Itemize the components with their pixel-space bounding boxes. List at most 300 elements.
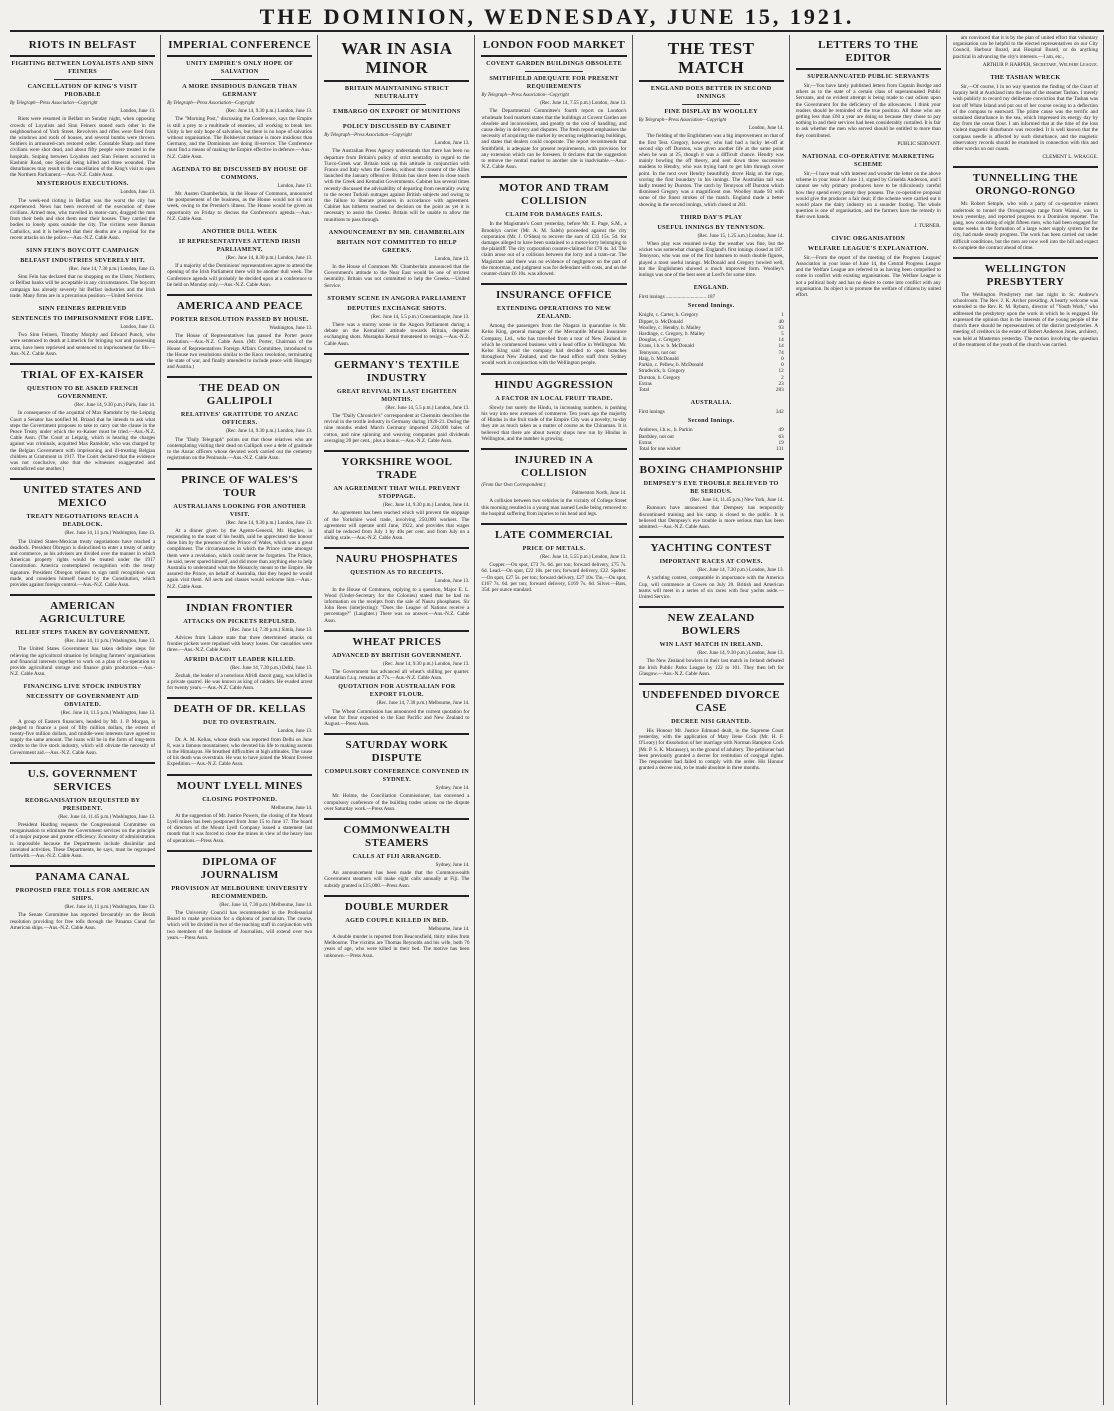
dateline: (Rec. June 14, 5.5 p.m.) London, June 13. <box>385 405 470 411</box>
divider <box>10 363 155 365</box>
scorecard-heading: AUSTRALIA. <box>690 399 732 407</box>
dateline: (Rec. June 14, 9.30 p.m.) London, June 14. <box>383 503 470 509</box>
article-body: Riots were resumed in Belfast on Sunday night, when opposing crowds of Loyalists and Sinn Feiners stoned each other in the neighbourhood of York Street. Revolvers and rifles were fired from the windows and roofs of houses, and several bombs were thrown. Soldiers in armoured-cars restored order. Constable Sharp and three civilians were shot dead, and about fifty people were treated in the hospitals. Sniping between Loyalists and Sinn Feiners occurred in Kashmir Road, one Special being killed and three wounded. The disturbances may result in the cancellation of the King's visit to open the Northern Parliament.—Aus.-N.Z. Cable Assn. <box>10 116 156 179</box>
article-angora <box>324 295 469 347</box>
subheadline: ATTACKS ON PICKETS REPULSED. <box>183 617 297 625</box>
subheadline: RELIEF STEPS TAKEN BY GOVERNMENT. <box>15 629 150 637</box>
article-live-stock <box>10 683 155 755</box>
credit-line: By Telegraph—Press Association—Copyright <box>167 101 255 106</box>
dateline: (Rec. June 14, 5.5 p.m.) Constantinople, June 13. <box>370 314 470 320</box>
article-body: An announcement has been made that the Commonwealth Government steamers will make eight calls annually at Fiji. The subsidy granted is £15,000.—Press Assn. <box>324 870 470 889</box>
headline: IMPERIAL CONFERENCE <box>168 39 312 51</box>
dateline: (Rec. June 14, 9.30 p.m.) London, June 13. <box>225 429 313 435</box>
total-runs: 283 <box>775 386 784 393</box>
subheadline: NECESSITY OF GOVERNMENT AID OBVIATED. <box>26 693 139 709</box>
subheadline: FIGHTING BETWEEN LOYALISTS AND SINN FEINERS <box>11 60 154 75</box>
innings-label: First innings <box>638 409 665 416</box>
subheadline: QUOTATION FOR AUSTRALIAN FOR EXPORT FLOUR. <box>338 683 456 699</box>
headline: WAR IN ASIA MINOR <box>341 39 453 77</box>
divider <box>167 55 312 57</box>
article-yachting <box>639 542 784 600</box>
dateline: Sydney, June 14. <box>435 786 470 792</box>
article-agenda <box>167 166 312 222</box>
column-7 <box>953 35 1104 1405</box>
dateline: (Rec. June 15, 1.25 a.m.) London, June 14. <box>697 233 784 239</box>
article-hindu-aggression <box>481 379 626 442</box>
batsman: Evans, l.b.w. b. McDonald <box>638 343 694 350</box>
batsman: Douglas, c. Gregory <box>638 337 681 344</box>
divider <box>953 257 1098 259</box>
article-body: A double murder is reported from Beaconsfield, thirty miles from Melbourne. The victims are Thomas Reynolds and his wife, both 70 years of age, who were killed in their bed. The motive has been unknown.—Press Assn. <box>324 933 470 959</box>
divider <box>481 448 626 450</box>
runs: 93 <box>778 324 784 331</box>
subheadline: COMPULSORY CONFERENCE CONVENED IN SYDNEY. <box>324 768 470 784</box>
subheadline: SMITHFIELD ADEQUATE FOR PRESENT REQUIREMENTS <box>489 75 619 90</box>
article-gallipoli <box>167 382 312 461</box>
runs: 74 <box>778 349 784 356</box>
subheadline: CLOSING POSTPONED. <box>202 795 278 803</box>
subheadline: ADVANCED BY BRITISH GOVERNMENT. <box>332 651 462 659</box>
headline: INDIAN FRONTIER <box>186 601 294 614</box>
dateline: London, June 13. <box>120 109 156 115</box>
article-body: If a majority of the Dominions' representatives agree to attend the opening of the Irish Parliament there will be another dull week. The Conference agenda will probably be decided upon at a conference to be held on Monday only.—Aus.-N.Z. Cable Assn. <box>167 263 313 288</box>
batsman: Extras <box>638 439 652 446</box>
headline: TUNNELLING THE ORONGO-RONGO <box>972 172 1079 198</box>
article-body: A collision between two vehicles in the vicinity of College Street this morning resulted in a young man named Leslie being removed to the hospital suffering from injuries to his head and legs. <box>481 498 627 517</box>
masthead <box>10 4 1104 32</box>
dateline: (Rec. June 14, 11.5 p.m.) Washington, June 13. <box>60 711 156 717</box>
headline: YACHTING CONTEST <box>650 542 772 555</box>
subheadline: QUESTION AS TO RECEIPTS. <box>350 569 444 577</box>
subheadline: MYSTERIOUS EXECUTIONS. <box>36 180 129 188</box>
article-commonwealth-steamers <box>324 824 469 889</box>
signature: ARTHUR P. HARPER, Secretary, Welfare League. <box>982 61 1098 68</box>
headline: UNITED STATES AND MEXICO <box>23 484 142 510</box>
article-nauru <box>324 553 469 623</box>
runs: 23 <box>778 380 784 387</box>
headline: HINDU AGGRESSION <box>494 378 614 391</box>
article-insurance-office <box>481 289 626 366</box>
dateline: Sydney, June 14. <box>435 862 470 868</box>
headline: THE TASHAN WRECK <box>990 74 1061 82</box>
divider <box>368 119 426 120</box>
article-body: The House of Representatives has passed the Porter peace resolution.—Aus.-N.Z. Cable Assn. (Mr. Porter, Chairman of the House of Representatives Foreign Affairs Committee, introduced to the House two resolutions similar to the Knox resolution, terminating the state of war, and finally amended to include peace with Hungary and Austria.) <box>167 333 313 371</box>
article-body: The Departmental Committee's fourth report on London's wholesale food markets states that the buildings at Covent Garden are obsolete and inconvenient, and greatly to the cost of handling, and cause delay in delivery and disputes. The fresh report emphasises the necessity of acquiring the market by securing neighbouring buildings, and states that dealers could cooperate. The report recommends that Smithfield, is adequate for present requirements, with provision for any extension which can be foreseen. It declares that the suggestion to remove the central market to another site is inadvisable.—Aus.-N.Z. Cable Assn. <box>481 108 627 171</box>
subheadline: AN AGREEMENT THAT WILL PREVENT STOPPAGE. <box>333 485 461 501</box>
headline: THIRD DAY'S PLAY <box>679 213 743 221</box>
headline: NAURU PHOSPHATES <box>335 553 458 566</box>
subheadline: PORTER RESOLUTION PASSED BY HOUSE. <box>170 316 309 324</box>
divider <box>167 850 312 852</box>
subheadline: USEFUL INNINGS BY TENNYSON. <box>657 223 765 231</box>
dateline: (Rec. June 14, 11.45 p.m.) Washington, June 13. <box>58 814 156 820</box>
runs: 63 <box>778 433 784 440</box>
article-body: Rumours have announced that Dempsey has temporarily discontinued training and his camp is closed to the public. It is believed that Dempsey's eye trouble is more serious than has been admitted.—Aus.-N.Z. Cable Assn. <box>638 505 784 530</box>
subheadline: BRITAIN MAINTAINING STRICT NEUTRALITY <box>344 85 449 100</box>
subheadline: DEPUTIES EXCHANGE SHOTS. <box>347 304 447 312</box>
headline: CIVIC ORGANISATION <box>831 234 906 242</box>
subheadline: GREAT REVIVAL IN LAST EIGHTEEN MONTHS. <box>336 387 457 403</box>
subheadline: FINE DISPLAY BY WOOLLEY <box>664 108 758 115</box>
article-body: The Wellington Presbytery met last night in St. Andrew's schoolroom. The Rev. J. K. Archer presiding. A hearty welcome was extended to the Rev. R. M. Ryburn, director of "Youth Work," who addressed the presbytery upon the work in which he is engaged. He expressed the opinion that in the interests of the young people of the church there should be representatives of the district presbyteries. A meeting of creditors in the estate of Robert Anderson Jones, architect, was held at Masterton yesterday. The motion involving the question of the treatment of the youth of the church was carried. <box>952 292 1098 348</box>
subheadline: A MORE INSIDIOUS DANGER THAN GERMANY <box>182 83 298 98</box>
dateline: (Rec. June 14, 11 p.m.) Washington, June 13. <box>64 531 156 537</box>
article-body: The Wheat Commission has announced the current quotation for wheat for flour exported to the East Pacific and New Zealand to August.—Press Assn. <box>324 708 470 727</box>
divider <box>639 458 784 460</box>
article-sinn-feiners-reprieved <box>10 305 155 357</box>
headline: ANNOUNCEMENT BY MR. CHAMBERLAIN <box>328 228 465 236</box>
article-co-operative <box>796 153 941 229</box>
article-letters <box>796 39 941 147</box>
article-third-day <box>639 214 784 278</box>
subheadline: IF REPRESENTATIVES ATTEND IRISH PARLIAMENT. <box>178 238 301 254</box>
article-body: The United States-Mexican treaty negotiations have reached a deadlock. President Obregon is disinclined to enter a treaty of amity and commerce, as his advisers are divided over the manner in which American property rights would be treated under the 1917 Constitution. America contemplated recognition with the treaty signature. President Obregon refuses to sign until recognition was made, and considers himself bound by the Constitution, which provides against foreign control.—Aus.-N.Z. Cable Assn. <box>10 538 156 588</box>
dateline: Melbourne, June 14. <box>428 926 470 932</box>
dateline: (Rec. June 14, 7.30 p.m.) Melbourne, June 14. <box>219 902 313 908</box>
subheadline: QUESTION TO BE ASKED FRENCH GOVERNMENT. <box>27 385 139 401</box>
headline: YORKSHIRE WOOL TRADE <box>341 456 453 482</box>
divider <box>639 606 784 608</box>
divider <box>10 478 155 480</box>
article-trial-ex-kaiser <box>10 369 155 472</box>
article-america-peace <box>167 300 312 370</box>
dateline: (Rec. June 14, 9.30 p.m.) London, June 13. <box>697 651 784 657</box>
headline: COMMONWEALTH STEAMERS <box>343 823 451 849</box>
divider <box>324 733 469 735</box>
article-injured-collision <box>481 454 626 517</box>
column-5 <box>639 35 790 1405</box>
headline: UNDEFENDED DIVORCE CASE <box>642 688 781 714</box>
subheadline: AUSTRALIANS LOOKING FOR ANOTHER VISIT. <box>173 502 306 518</box>
headline: ANOTHER DULL WEEK <box>201 228 278 236</box>
subheadline: PROPOSED FREE TOLLS FOR AMERICAN SHIPS. <box>15 887 150 903</box>
scorecard-england <box>639 284 784 393</box>
divider <box>368 104 426 105</box>
article-body: The Senate Committee has reported favourably on the Borah resolution providing for free tolls through the Panama Canal for American ships.—Aus.-N.Z. Cable Assn. <box>10 912 156 931</box>
article-body: Sir,—You have lately published letters from Captain Burdge and others as to the state of a certain class of superannuated Public Servants, and no evident attempt is being made to cast odium upon the Government for the deficiency of the allowances. I think your readers should be reminded of the true position. All those who are getting less than £60 a year are doing so because they chose to pay nothing in and their services had been considerably curtailed. It is fair to ask whether the men who served should be entitled to more than they contributed. <box>795 83 941 139</box>
article-body: In consequence of the acquittal of Max Ramdohr by the Leipzig Court a Senator has notified M. Briand that he intends to ask what steps the Government proposes to take to carry out the clause in the Peace Treaty under which the ex-Kaiser must be tried.—Aus.-N.Z. Cable Assn. (The Court at Leipzig, which is hearing the charges against war criminals, acquitted Max Ramdohr, who was charged by the Belgian Government with imprisoning and ill-treating Belgian children at Grammont in 1917. The Court declared that the evidence was not conclusive, also that the witnesses exaggerated and contradicted one another.) <box>10 410 156 473</box>
article-body: The Australian Press Agency understands that there has been no departure from Britain's policy of strict neutrality in regard to the Turco-Greek war. Britain took up this attitude in conjunction with France and Italy when the Greeks, without the consent of the Allies launched the January offensive. Britain has since been in close touch with the Greek and Kemalist Governments. Cabinet has several times recently discussed the advisability of departing from neutrality owing to the recent Turkish outrages against British subjects and owing to the failure to liberate prisoners in accordance with agreement. Cabinet has hitherto reached no decision on the point as yet it is necessary to assist the Greeks. Britain will be unable to allow the munitions to pass through. <box>324 148 470 223</box>
article-body: Dr. A. M. Kellas, whose death was reported from Delhi on June 8, was a famous mountaineer, who devoted his life to making ascents in the Himalayas. He breathed difficulties at high altitudes. The cause of his death was overstrain. He was to have joined the Mount Everest Expedition.—Aus.-N.Z. Cable Assn. <box>167 736 313 768</box>
headline: LATE COMMERCIAL <box>495 528 613 541</box>
article-body: Zezhab, the leader of a notorious Afridi dacoit gang, was killed in a private quarrel. He was known as king of raiders. He evaded arrest for twenty years.—Aus.-N.Z. Cable Assn. <box>167 672 313 692</box>
article-american-agriculture <box>10 600 155 677</box>
column-2 <box>167 35 318 1405</box>
dateline: (Rec. June 14, 8.30 p.m.) London, June 13. <box>225 256 313 262</box>
article-body: His Honour Mr. Justice Edmund dealt, in the Supreme Court yesterday, with the application of Mary Irene Cock (Mr. H. F. O'Leary) for dissolution of her marriage with Norman Hampton Cock (Mr. P. S. K. Macassey), on the ground of adultery. The petitioner had been previously granted a decree for restitution of conjugal rights. The respondent had failed to comply with the order. His Honour granted a decree nisi, to be made absolute in three months. <box>638 727 784 772</box>
article-body: The "Daily Telegraph" points out that those relatives who are contemplating visiting their dead on Gallipoli owe a debt of gratitude to the Anzac officers whose devoted work carried out the cemetery registration on the Peninsula.—Aus.-N.Z. Cable Assn. <box>167 436 313 462</box>
article-presbytery <box>953 263 1098 348</box>
dateline: (Rec. June 14, 9.30 p.m.) London, June 13. <box>383 661 470 667</box>
batsman: Extras <box>638 380 652 387</box>
dateline: Washington, June 13. <box>269 326 313 332</box>
dateline: Palmerston North, June 14. <box>571 491 627 497</box>
runs: 0 <box>781 362 784 369</box>
article-germany-textile <box>324 359 469 444</box>
divider <box>796 68 941 70</box>
headline: U.S. GOVERNMENT SERVICES <box>27 767 138 793</box>
batsman: Knight, c. Carter, b. Gregory <box>638 312 699 319</box>
article-dr-kellas <box>167 703 312 767</box>
subheadline: A FACTOR IN LOCAL FRUIT TRADE. <box>495 394 613 402</box>
article-bowlers <box>639 612 784 677</box>
score-total <box>639 446 784 452</box>
article-body: Two Sinn Feiners, Timothy Murphy and Edward Punch, who were sentenced to death at Limerick for bringing war and possessing arms, have been reprieved and sentenced to imprisonment for life.—Aus.-N.Z. Cable Assn. <box>10 332 156 357</box>
masthead-title: THE DOMINION, WEDNESDAY, JUNE 15, 1921. <box>259 4 855 29</box>
total-runs: 131 <box>775 445 784 452</box>
subheadline: PROVISION AT MELBOURNE UNIVERSITY RECOMMENDED. <box>171 884 309 900</box>
batsman: Tennyson, not out <box>638 349 676 356</box>
total-label: Total for one wicket <box>638 445 681 452</box>
article-body: Sir,—Of course, I in no way question the finding of the Court of Inquiry held at Auckland into the loss of the steamer Tashan. I merely wish publicly to record my deliberate conviction that the Tashan was lost off White Island and put out of her course owing to a deflection of the compass to eastward. The prime cause was the terrific and sustained disturbance in the sea, which impressed its energy day by day from the ocean floor. I am informed that at the time of the loss violent magnetic disturbance was recorded. It is well known that the compass needle is affected by such disturbance, and the magnetic observatory records should be examined in connection with this and other wrecks on our coasts. <box>952 84 1098 153</box>
headline: MOTOR AND TRAM COLLISION <box>498 182 610 208</box>
headline: BOXING CHAMPIONSHIP <box>639 464 783 477</box>
article-body: The University Council has recommended to the Professorial Board to make provision for a diploma of journalism. The course, which will be divided in two of the teaching staff in conjunction with two members of the Institute of Journalists, will extend over two years.—Press Assn. <box>167 910 313 941</box>
subheadline: AFRIDI DACOIT LEADER KILLED. <box>184 655 296 663</box>
divider <box>167 774 312 776</box>
dateline: London, June 13. <box>434 579 470 585</box>
article-civic <box>796 235 941 298</box>
subheadline: EMBARGO ON EXPORT OF MUNITIONS <box>333 108 461 115</box>
article-sinn-fein-boycott <box>10 247 155 299</box>
article-mount-lyell <box>167 780 312 844</box>
headline: INJURED IN A COLLISION <box>514 453 594 479</box>
divider <box>639 80 784 82</box>
headline: PANAMA CANAL <box>35 871 130 884</box>
scorecard-subheading: Second Innings. <box>687 302 735 310</box>
headline: LETTERS TO THE EDITOR <box>818 39 919 64</box>
article-test-match <box>639 39 784 208</box>
dateline: London, June 13. <box>277 729 313 735</box>
runs: 40 <box>778 318 784 325</box>
subheadline: PRICE OF METALS. <box>522 544 586 552</box>
headline: RIOTS IN BELFAST <box>28 39 137 51</box>
article-divorce <box>639 689 784 771</box>
headline: AMERICAN AGRICULTURE <box>39 600 126 626</box>
article-body: In the Magistrate's Court yesterday, before Mr. E. Page, S.M., a Brooklyn carrier (Mr. A. M. Saleh) proceeded against the city corporation (Mr. J. O'Shea) to recover the sum of £33 15s. 5d. for damages alleged to have been sustained to a motor-lorry belonging to the plaintiff. The city corporation counter-claimed for £70 4s. 3d. The claim arose out of a collision between the lorry and a tram-car. The Magistrate said there was no evidence of negligence on the part of the motorman, and judgment was for defendant with costs, and on the counter-claim £6 10s. was allowed. <box>481 221 627 278</box>
dateline: (Rec. June 14, 9.30 p.m.) London, June 13. <box>225 520 313 526</box>
headline: DIPLOMA OF JOURNALISM <box>200 855 279 881</box>
article-riots-belfast <box>10 39 155 241</box>
headline: SINN FEINERS REPRIEVED <box>38 305 127 313</box>
article-body: Mr. Austen Chamberlain, in the House of Commons, announced the postponement of the business, as the House would not sit next week, owing to the Premier's illness. The House would be given an opportunity on Friday to discuss the Conference's agenda.—Aus.-N.Z. Cable Assn. <box>167 191 313 222</box>
subheadline: TREATY NEGOTIATIONS REACH A DEADLOCK. <box>26 513 139 529</box>
dateline: London, June 13. <box>120 325 156 331</box>
divider <box>324 80 469 82</box>
column-1 <box>10 35 161 1405</box>
dateline: (Rec. June 14, 7.30 p.m.) Simla, June 13. <box>229 627 313 633</box>
subheadline: CLAIM FOR DAMAGES FAILS. <box>505 211 603 219</box>
divider <box>167 468 312 470</box>
scorecard-heading: ENGLAND. <box>693 284 729 292</box>
divider <box>481 283 626 285</box>
subheadline: ENGLAND DOES BETTER IN SECOND INNINGS <box>650 85 772 100</box>
article-body: An agreement has been reached which will prevent the stoppage of the Yorkshire wool trade, involving 250,000 workers. The agreement will operate until June, 1922, and provides that wages shall be reduced from July 1 by 40s per cent. and from July on a sliding scale.—Aus.-N.Z. Cable Assn. <box>324 510 470 542</box>
dateline: London, June 13. <box>434 256 470 262</box>
divider <box>167 376 312 378</box>
dateline: (Rec. June 14, 9.30 p.m.) Paris, June 14. <box>74 403 156 409</box>
divider <box>324 630 469 632</box>
article-late-commercial <box>481 529 626 593</box>
article-body: At the suggestion of Mr. Justice Powers, the closing of the Mount Lyell mines has been postponed from June 15 to June 17. The board of directors of the Mount Lyell Company issued a statement last month that it was forced to close the mines in view of the heavy loss of operations.—Press Assn. <box>167 812 313 844</box>
runs: 14 <box>778 343 784 350</box>
article-body: The New Zealand bowlers in their last match in Ireland defeated the Irish Public Parks League by 122 to 101. They then left for Glasgow.—Aus.-N.Z. Cable Assn. <box>638 658 784 677</box>
signature: PUBLIC SERVANT. <box>897 140 941 147</box>
article-tunnelling <box>953 172 1098 251</box>
headline: DEATH OF DR. KELLAS <box>173 703 306 716</box>
article-london-food-market <box>481 39 626 170</box>
credit-line: By Telegraph—Press Association—Copyright <box>638 118 727 123</box>
article-body: A group of Eastern financiers, headed by Mr. J. P. Morgan, is pledged to finance a pool of fifty million dollars, the extent of twenty-five million dollars, and middle-west interests have agreed to supply the same amount. The loans will be in the form of long-term credits to the live stock industry, which will obviate the necessity of Government aid.—Aus.-N.Z. Cable Assn. <box>10 718 156 756</box>
credit-line: By Telegraph—Press Association—Copyright <box>10 101 98 106</box>
subheadline: UNITY EMPIRE'S ONLY HOPE OF SALVATION <box>186 60 294 75</box>
article-body: When play was resumed to-day the weather was fine, but the wicket was somewhat changed. England's first innings closed at 187. Tennyson, who was one of the first batsmen to reach double figures, played a most useful innings. McDonald and Gregory bowled well, but the Englishmen showed a much improved form. Woolley's innings was one of the best seen at Lord's for some time. <box>638 241 784 279</box>
article-war-asia-minor <box>324 39 469 223</box>
divider <box>639 536 784 538</box>
divider <box>167 697 312 699</box>
headline: STORMY SCENE IN ANGORA PARLIAMENT <box>327 294 467 302</box>
divider <box>481 373 626 375</box>
scorecard-australia <box>639 399 784 452</box>
headline: MOUNT LYELL MINES <box>176 779 303 792</box>
subheadline: IMPORTANT RACES AT COWES. <box>659 558 763 566</box>
scorecard-subheading: Second Innings. <box>687 417 735 425</box>
article-body: Among the passengers from the Niagara in quarantine is Mr. Kelso King, general manager of the Mercantile Mutual Insurance Company, Ltd., who has travelled from a tour of New Zealand in which he commenced business with a head office in Wellington. Mr. Kelso King said the company had decided to open branches throughout New Zealand, and the head office staff from Sydney would work in conjunction with the Wellington people. <box>481 323 627 367</box>
credit-line: (From Our Own Correspondent.) <box>481 482 546 488</box>
headline: NATIONAL CO-OPERATIVE MARKETING SCHEME <box>802 153 935 169</box>
article-us-government <box>10 768 155 859</box>
article-body: In the House of Commons, replying to a question, Major E. L. Wood (Under-Secretary for the Colonies) stated that he had no information on the receipts from the sale of Nauru phosphates. Sir John Rees (interjecting): "Does the League of Nations receive a percentage?" (Laughter.) There was no answer.—Aus.-N.Z. Cable Assn. <box>324 586 470 624</box>
batsman: Parkin, c. Pellew, b. McDonald <box>638 362 704 369</box>
dateline: (Rec. June 14, 7.55 p.m.) London, June 13. <box>540 101 627 107</box>
divider <box>324 818 469 820</box>
article-body: Copper.—On spot, £73 7s. 6d. per ton; forward delivery, £75 7s. 6d. Lead.—On spot, £22 10s. per ton; forward delivery, £22. Spelter.—On spot, £27 5s. per ton; forward delivery, £27 10s. Tin.—On spot, £167 7s. 6d. per ton; forward delivery, £169 7s. 6d. Silver.—Bars, 35d. per ounce standard. <box>481 562 627 593</box>
headline: WELLINGTON PRESBYTERY <box>984 263 1067 289</box>
dateline: London, June 13. <box>434 141 470 147</box>
article-tashan <box>953 74 1098 160</box>
article-body: The United States Government has taken definite steps for relieving the agricultural situation by bringing farmers' organisations and financial interests together to work on a plan of co-operation to provide agricultural storage and finance grain production.—Aus.-N.Z. Cable Assn. <box>10 646 156 678</box>
runs: 0 <box>781 355 784 362</box>
article-imperial-conference <box>167 39 312 160</box>
article-yorkshire-wool <box>324 456 469 541</box>
article-body: Sir,—I have read with interest and wonder the letter on the above scheme in your issue of June 11, signed by Griselda Anderson, and I cannot see why primary producers have to be ridiculously careful how they spend every penny they possess. The co-operative proposal would give the producer a fair deal; if the scheme were carried out it would place the dairy industry on a sounder footing. The whole question is one of organisation, and the farmers have the remedy in their own hands. <box>795 171 941 221</box>
article-body: Sinn Fein has declared that no shopping on the Ulster, Northern, or Belfast banks will be acceptable in any circumstances. The boycott campaign has already severely hit Belfast industries and the Irish trade. Many firms are in a precarious position.—United Service. <box>10 274 156 299</box>
credit-line: By Telegraph—Press Association—Copyright <box>481 93 569 98</box>
article-body: Sir,—From the report of the meeting of the Progress Leagues' Association in your issue of June 14, the Central Progress League and the Welfare League are referred to as having been compelled to come in conflict with existing organisations. The Welfare League is not a political body and has no desire to come into conflict with any organisation. Its object is to promote the welfare of citizens by united effort. <box>795 254 941 299</box>
dateline: (Rec. June 14, 9.30 p.m.) London, June 13. <box>225 109 313 115</box>
divider <box>10 762 155 764</box>
article-dull-week <box>167 228 312 288</box>
headline: THE TEST MATCH <box>667 39 755 77</box>
article-body: The "Daily Chronicle's" correspondent at Chemnitz describes the revival in the textile industry in Germany during 1920-21. During the nine months ended March Germany imported 236,000 bales of cotton, and nine spinning and weaving companies paid dividends averaging 20 per cent., plus a bonus.—Aus.-N.Z. Cable Assn. <box>324 413 470 444</box>
subheadline: SENTENCES TO IMPRISONMENT FOR LIFE. <box>11 315 154 323</box>
divider <box>10 594 155 596</box>
divider <box>481 55 626 57</box>
article-body: Mr. Holme, the Conciliation Commissioner, has convened a compulsory conference of the building trades unions on the dispute over Saturday work.—Press Assn. <box>324 793 470 812</box>
dateline: (Rec. June 14, 7.30 p.m.) London, June 13. <box>68 267 156 273</box>
signature: J. TURNER. <box>914 222 941 229</box>
dateline: London, June 13. <box>120 190 156 196</box>
article-body: Slowly but surely the Hindu, in increasing numbers, is pushing his way into new avenues of commerce. Ten years ago the majority of Hindus in the fruit trade of the Empire City was a novelty; to-day they are as much taken as a matter of course as the Chinaman. It is believed that there are about twenty shops now run by Hindus in Wellington, and the number is growing. <box>481 404 627 442</box>
headline: LONDON FOOD MARKET <box>482 39 626 51</box>
subheadline: AGED COUPLE KILLED IN BED. <box>345 916 449 924</box>
headline: AGENDA TO BE DISCUSSED BY HOUSE OF COMMONS. <box>171 165 308 181</box>
runs: 49 <box>778 427 784 434</box>
divider <box>481 523 626 525</box>
columns <box>10 35 1104 1405</box>
headline: WHEAT PRICES <box>352 635 442 648</box>
subheadline: CALLS AT FIJI ARRANGED. <box>352 852 442 860</box>
article-body: The week-end rioting in Belfast was the worst the city has experienced. News has been received of the execution of three civilians. Armed men, who travelled in motor-cars, dragged the men from their beds and shot them near their houses. They carried the bodies to lonely spots outside the city. The victims were Roman Catholics, and it is believed that their deaths are a reprisal for the recent attacks on the police.—Aus.-N.Z. Cable Assn. <box>10 197 156 241</box>
article-body: In the House of Commons Mr. Chamberlain announced that the Government's attitude to the Near East would be one of strictest neutrality. Britain was not committed to help the Greeks.—United Service. <box>324 264 470 289</box>
article-boxing <box>639 464 784 530</box>
article-body: Mr. Robert Semple, who with a party of co-operative miners undertook to tunnel the Orongorongo range from Wainui, was in town yesterday, and reported progress to a Dominion reporter. The gang, now consisting of eight fifteen men, who had been engaged for some weeks in the formation of a large water supply system for the city, had made steady progress. The work has been carried out under difficult conditions, but the men are now well into the hill and expect to complete the contract ahead of time. <box>952 201 1098 251</box>
batsman: Andrews, l.b.w., b. Parkin <box>638 427 693 434</box>
divider <box>639 683 784 685</box>
batsman: Woolley, c. Hendry, b. Mailey <box>638 324 701 331</box>
article-panama-canal <box>10 871 155 931</box>
runs: 5 <box>781 331 784 338</box>
column-4 <box>481 35 632 1405</box>
divider <box>324 547 469 549</box>
divider <box>167 294 312 296</box>
article-body: The Government has advanced all wheat's shilling per quarter. Australian f.a.q. remains at 77s.—Aus.-N.Z. Cable Assn. <box>324 668 470 682</box>
dateline: (Rec. June 14, 11 p.m.) Washington, June 13. <box>64 639 156 645</box>
article-chamberlain <box>324 229 469 289</box>
subheadline: SUPERANNUATED PUBLIC SERVANTS <box>807 73 930 80</box>
divider <box>324 895 469 897</box>
runs: 14 <box>778 337 784 344</box>
runs: 12 <box>778 368 784 375</box>
subheadline: WIN LAST MATCH IN IRELAND. <box>659 641 763 649</box>
runs: 19 <box>778 439 784 446</box>
column-3 <box>324 35 475 1405</box>
divider <box>525 71 583 72</box>
dateline: (Rec. June 14, 5.55 p.m.) London, June 13. <box>540 554 627 560</box>
total-label: Total <box>638 386 650 393</box>
divider <box>324 450 469 452</box>
subheadline: DEMPSEY'S EYE TROUBLE BELIEVED TO BE SERIOUS. <box>643 480 779 496</box>
headline: TRIAL OF EX-KAISER <box>21 369 145 382</box>
subheadline: BELFAST INDUSTRIES SEVERELY HIT. <box>20 257 145 265</box>
article-prince-of-wales <box>167 474 312 590</box>
signature: CLEMENT L. WRAGGE. <box>1042 154 1098 161</box>
subheadline: WELFARE LEAGUE'S EXPLANATION. <box>807 244 929 252</box>
score-total <box>639 387 784 393</box>
article-body: The "Morning Post," discussing the Conference, says the Empire is still a prey to a multitude of enemies, all working to break her. Unity is her only hope of salvation, but there is no hope of salvation without organisation. The Bolshevist menace is more insidious than Germany, and the Dominions are doing ill-service. The Conference must find a means of making the Empire effective in defence.—Aus.-N.Z. Cable Assn. <box>167 116 313 160</box>
dateline: London, June 14. <box>748 126 784 132</box>
dateline: (Rec. June 14, 7.30 p.m.) London, June 13. <box>697 568 784 574</box>
divider <box>211 79 269 80</box>
column-6 <box>796 35 947 1405</box>
divider <box>167 596 312 598</box>
runs: 1 <box>781 312 784 319</box>
subheadline: DECREE NISI GRANTED. <box>671 717 752 725</box>
headline: INSURANCE OFFICE <box>495 289 613 302</box>
article-body: There was a stormy scene in the Angora Parliament during a debate on the Kemalists' attitude towards Britain, deputies exchanging shots. Mustapha Kemal threatened to resign.—Aus.-N.Z. Cable Assn. <box>324 322 470 347</box>
batsman: Haig, b. McDonald <box>638 355 679 362</box>
subheadline: COVENT GARDEN BUILDINGS OBSOLETE <box>486 60 622 67</box>
subheadline: POLICY DISCUSSED BY CABINET <box>342 123 451 130</box>
divider <box>10 55 155 57</box>
headline: SINN FEIN'S BOYCOTT CAMPAIGN <box>26 247 139 255</box>
article-body: President Harding requests the Congressional Committee on reorganisation to eliminate the Government services on the principle of a major purpose and greater efficiency. Economy of administration is impossible because the Departments include dissimilar and unrelated activities. These Departments, he says, must be regrouped forthwith.—Aus.-N.Z. Cable Assn. <box>10 822 156 860</box>
subheadline: REORGANISATION REQUESTED BY PRESIDENT. <box>24 796 141 812</box>
headline: AMERICA AND PEACE <box>176 300 303 313</box>
dateline: London, June 13. <box>277 183 313 189</box>
article-body: At a dinner given by the Agents-General, Mr. Hughes, in responding to the toast of his health, said he appreciated the honour done him by the presence of the Prince of Wales, which was a great compliment. The circumstances in which the Prince came amongst them were a revelation, which could never be forgotten. The Prince, he said, never spared himself, and did more than anything else to help Australia to understand what the Monarchy meant to the Empire. He assured the Prince, on behalf of Australia, that they hoped he would again visit them. All sects and classes would welcome him.—Aus.-N.Z. Cable Assn. <box>167 527 313 590</box>
article-body: A yachting contest, comparable in importance with the America Cup, will commence at Cowes on July 20. British and American teams will meet in a series of six races with four yachts aside.—United Service. <box>638 575 784 600</box>
